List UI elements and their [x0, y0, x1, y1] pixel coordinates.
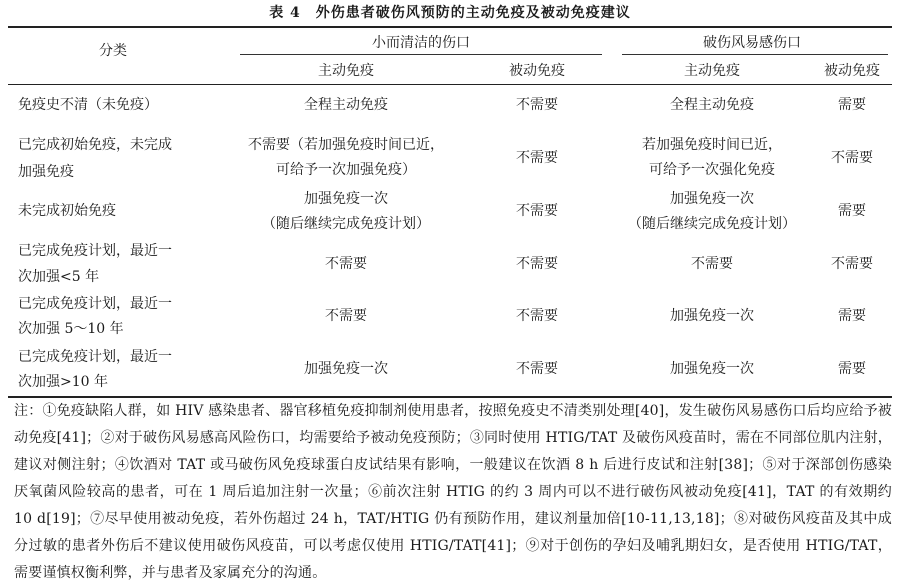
row2-g1-passive: 不需要	[516, 150, 558, 166]
header-g2-active: 主动免疫	[684, 63, 740, 79]
row6-category-line1: 已完成免疫计划，最近一	[18, 349, 172, 365]
row4-category-line1: 已完成免疫计划，最近一	[18, 243, 172, 259]
row5-g1-passive: 不需要	[516, 308, 558, 324]
row2-g1-active-line1: 不需要（若加强免疫时间已近，	[248, 137, 444, 153]
header-g1-passive: 被动免疫	[509, 63, 565, 79]
header-group-tetanus-prone-wound: 破伤风易感伤口	[703, 35, 801, 51]
row3-category: 未完成初始免疫	[18, 203, 116, 219]
row3-g1-active-line2: （随后继续完成免疫计划）	[262, 216, 430, 232]
row5-g2-active: 加强免疫一次	[670, 308, 754, 324]
row3-g1-active-line1: 加强免疫一次	[304, 191, 388, 207]
row4-g2-active: 不需要	[691, 256, 733, 272]
row1-g1-passive: 不需要	[516, 97, 558, 113]
row3-g2-passive: 需要	[838, 203, 866, 219]
header-g2-passive: 被动免疫	[824, 63, 880, 79]
header-category: 分类	[99, 43, 127, 59]
row6-g2-active: 加强免疫一次	[670, 361, 754, 377]
row4-g2-passive: 不需要	[831, 256, 873, 272]
row2-g1-active-line2: 可给予一次加强免疫）	[276, 162, 416, 178]
row1-g1-active: 全程主动免疫	[304, 97, 388, 113]
row1-g2-passive: 需要	[838, 97, 866, 113]
table-notes: 注：①免疫缺陷人群，如 HIV 感染患者、器官移植免疫抑制剂使用患者，按照免疫史不清类别处理[40]，发生破伤风易感伤口后均应给予被动免疫[41]；②对于破伤风易感高风险伤口，均需要给予被动免疫预防；③同时使用 HTIG/TAT 及破伤风疫苗时，需在不同部位肌内注射，建议对侧注射；④饮酒对 TAT 或马破伤风免疫球蛋白皮试结果有影响，一般建议在饮酒 8 h 后进行皮试和注射[38]；⑤对于深部创伤感染厌氧菌风险较高的患者，可在 1 周后追加注射一次量；⑥前次注射 HTIG 的约 3 周内可以不进行破伤风被动免疫[41]，TAT 的有效期约 10 d[19]；⑦尽早使用被动免疫，若外伤超过 24 h，TAT/HTIG 仍有预防作用，建议剂量加倍[10-11,13,18]；⑧对破伤风疫苗及其中成分过敏的患者外伤后不建议使用破伤风疫苗，可以考虑仅使用 HTIG/TAT[41]；⑨对于创伤的孕妇及哺乳期妇女，是否使用 HTIG/TAT，需要谨慎权衡利弊，并与患者及家属充分的沟通。	[14, 403, 892, 581]
row4-g1-active: 不需要	[325, 256, 367, 272]
row2-category-line1: 已完成初始免疫，未完成	[18, 137, 172, 153]
table-caption: 表 4 外伤患者破伤风预防的主动免疫及被动免疫建议	[269, 5, 631, 21]
row6-g1-passive: 不需要	[516, 361, 558, 377]
row6-g1-active: 加强免疫一次	[304, 361, 388, 377]
header-group2-underline	[622, 54, 888, 55]
row1-category: 免疫史不清（未免疫）	[18, 97, 158, 113]
row5-g1-active: 不需要	[325, 308, 367, 324]
row5-g2-passive: 需要	[838, 308, 866, 324]
table-top-rule	[8, 26, 892, 28]
row1-g2-active: 全程主动免疫	[670, 97, 754, 113]
row5-category-line1: 已完成免疫计划，最近一	[18, 296, 172, 312]
row2-g2-passive: 不需要	[831, 150, 873, 166]
header-g1-active: 主动免疫	[318, 63, 374, 79]
header-bottom-rule	[8, 84, 892, 85]
row6-category-line2: 次加强>10 年	[18, 374, 108, 390]
row2-g2-active-line1: 若加强免疫时间已近，	[642, 137, 782, 153]
row2-category-line2: 加强免疫	[18, 164, 74, 180]
row6-g2-passive: 需要	[838, 361, 866, 377]
row2-g2-active-line2: 可给予一次强化免疫	[649, 162, 775, 178]
row3-g2-active-line2: （随后继续完成免疫计划）	[628, 216, 796, 232]
row4-g1-passive: 不需要	[516, 256, 558, 272]
row3-g1-passive: 不需要	[516, 203, 558, 219]
header-group1-underline	[240, 54, 602, 55]
row5-category-line2: 次加强 5～10 年	[18, 321, 124, 337]
header-group-clean-wound: 小而清洁的伤口	[372, 35, 470, 51]
row4-category-line2: 次加强<5 年	[18, 269, 100, 285]
row3-g2-active-line1: 加强免疫一次	[670, 191, 754, 207]
